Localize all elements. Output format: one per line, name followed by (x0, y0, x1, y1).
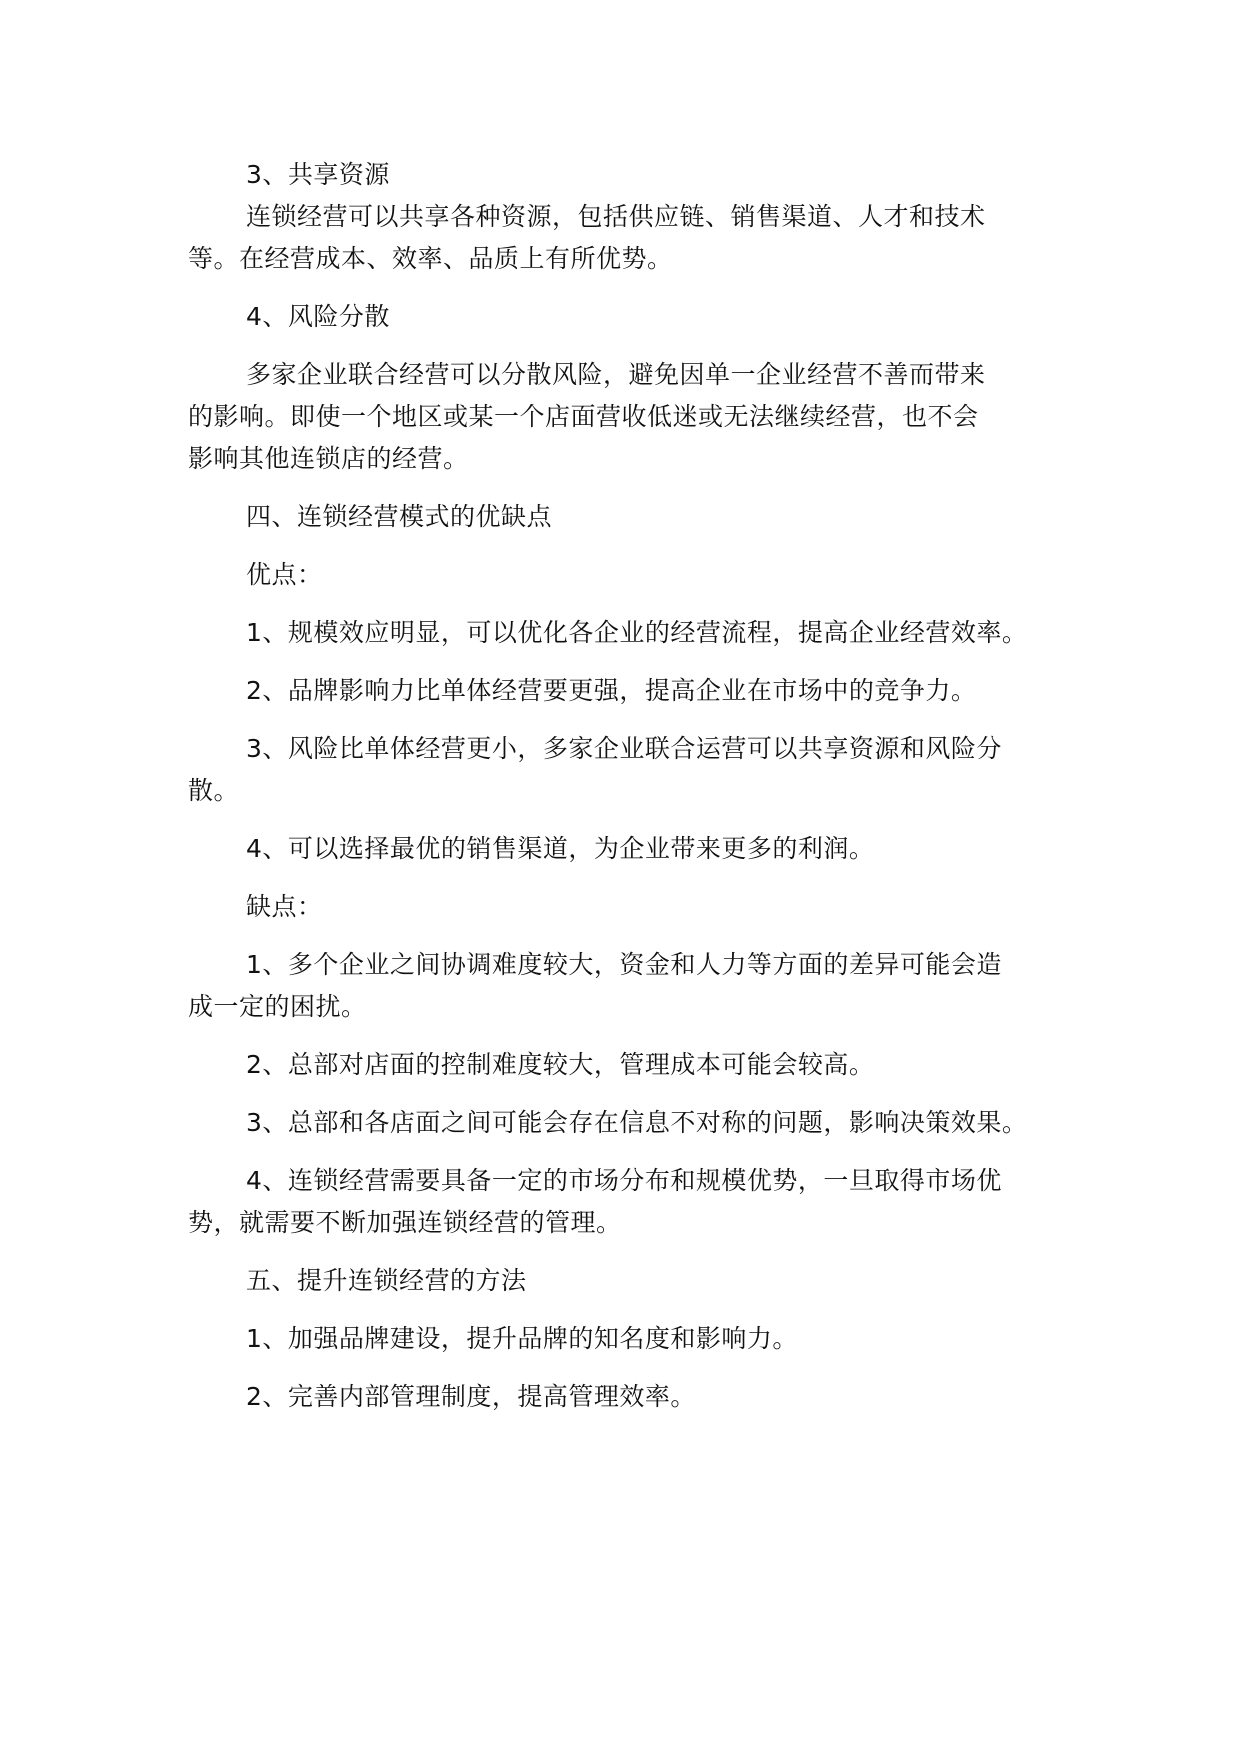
list-item: 3、风险比单体经营更小，多家企业联合运营可以共享资源和风险分 (246, 734, 1002, 763)
heading-risk-diversification: 4、风险分散 (246, 302, 390, 331)
list-item-continued: 散。 (188, 776, 240, 805)
section-heading-pros-cons: 四、连锁经营模式的优缺点 (246, 502, 553, 531)
list-item: 2、总部对店面的控制难度较大，管理成本可能会较高。 (246, 1050, 875, 1079)
subheading-cons: 缺点： (246, 892, 323, 921)
paragraph-line: 多家企业联合经营可以分散风险，避免因单一企业经营不善而带来 (246, 360, 986, 389)
list-item: 2、品牌影响力比单体经营要更强，提高企业在市场中的竞争力。 (246, 676, 977, 705)
paragraph-line: 的影响。即使一个地区或某一个店面营收低迷或无法继续经营，也不会 (188, 402, 979, 431)
list-item: 1、多个企业之间协调难度较大，资金和人力等方面的差异可能会造 (246, 950, 1002, 979)
list-item: 3、总部和各店面之间可能会存在信息不对称的问题，影响决策效果。 (246, 1108, 1028, 1137)
paragraph-line: 等。在经营成本、效率、品质上有所优势。 (188, 244, 673, 273)
list-item: 4、连锁经营需要具备一定的市场分布和规模优势，一旦取得市场优 (246, 1166, 1002, 1195)
list-item: 1、加强品牌建设，提升品牌的知名度和影响力。 (246, 1324, 798, 1353)
paragraph-line: 连锁经营可以共享各种资源，包括供应链、销售渠道、人才和技术 (246, 202, 986, 231)
list-item: 4、可以选择最优的销售渠道，为企业带来更多的利润。 (246, 834, 875, 863)
list-item: 2、完善内部管理制度，提高管理效率。 (246, 1382, 696, 1411)
section-heading-improvement-methods: 五、提升连锁经营的方法 (246, 1266, 527, 1295)
list-item-continued: 成一定的困扰。 (188, 992, 367, 1021)
subheading-pros: 优点： (246, 560, 323, 589)
paragraph-line: 影响其他连锁店的经营。 (188, 444, 469, 473)
list-item-continued: 势，就需要不断加强连锁经营的管理。 (188, 1208, 622, 1237)
heading-shared-resources: 3、共享资源 (246, 160, 390, 189)
list-item: 1、规模效应明显，可以优化各企业的经营流程，提高企业经营效率。 (246, 618, 1028, 647)
